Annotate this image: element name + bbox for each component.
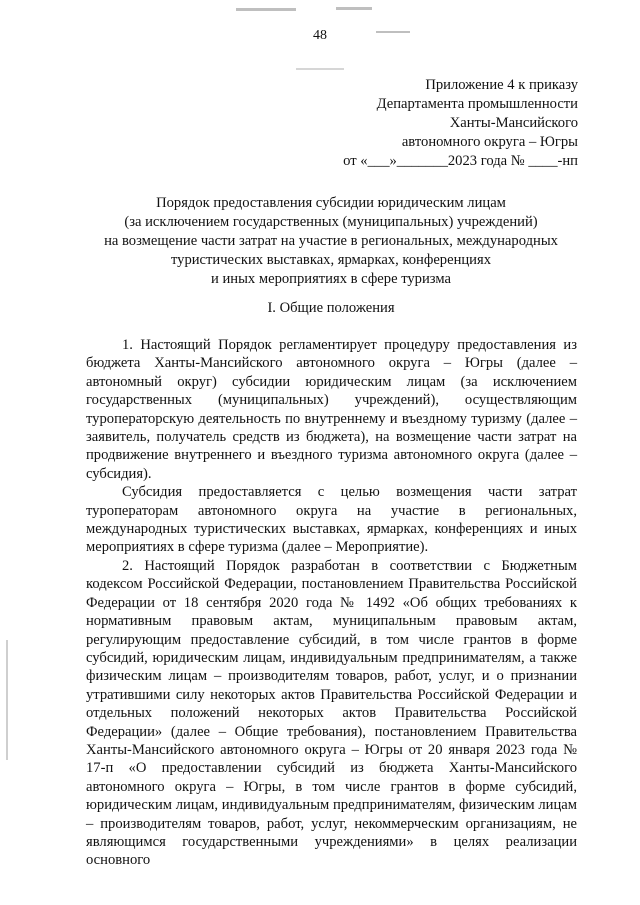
appendix-line: от «___»_______2023 года № ____-нп bbox=[343, 153, 578, 169]
paragraph: 2. Настоящий Порядок разработан в соответствии с Бюджетным кодексом Российской Федерации, постановлением Правительства Российской Федерации от 18 сентября 2020 года № 1492 «Об общих требованиях к нормативным правовым актам, муниципальным правовым актам, регулирующим предоставление субсидий, в том числе грантов в форме субсидий, юридическим лицам, индивидуальным предпринимателям, а также физическим лицам – производителям товаров, работ, услуг, и о признании утратившими силу некоторых актов Правительства Российской Федерации и отдельных положений некоторых актов Правительства Российской Федерации» (далее – Общие требования), постановлением Правительства Ханты-Мансийского автономного округа – Югры от 20 января 2023 года № 17-п «О предоставлении субсидий из бюджета Ханты-Мансийского автономного округа – Югры, в том числе грантов в форме субсидий, юридическим лицам, индивидуальным предпринимателям, физическим лицам – производителям товаров, работ, услуг, некоммерческим организациям, не являющимся государственными учреждениями» в целях реализации основного bbox=[86, 557, 577, 869]
title-line: и иных мероприятиях в сфере туризма bbox=[211, 271, 451, 287]
document-body bbox=[86, 336, 577, 870]
scan-artifact bbox=[336, 7, 372, 10]
paragraph: Субсидия предоставляется с целью возмещения части затрат туроператорам автономного округа на участие в региональных, международных туристических выставках, ярмарках, конференциях и иных мероприятиях в сфере туризма (далее – Мероприятие). bbox=[86, 484, 577, 556]
scan-artifact bbox=[296, 68, 344, 70]
scan-artifact bbox=[236, 8, 296, 11]
title-line: (за исключением государственных (муниципальных) учреждений) bbox=[124, 214, 538, 230]
appendix-line: автономного округа – Югры bbox=[401, 134, 578, 150]
page-number: 48 bbox=[313, 28, 327, 43]
appendix-block bbox=[218, 76, 578, 171]
appendix-line: Ханты-Мансийского bbox=[449, 115, 578, 131]
paragraph: 1. Настоящий Порядок регламентирует процедуру предоставления из бюджета Ханты-Мансийского автономного округа – Югры (далее – автономный округ) субсидии юридическим лицам (за исключением государственных (муниципальных) учреждений), осуществляющим туроператорскую деятельность по внутреннему и въездному туризму (далее – заявитель, получатель средств из бюджета), на возмещение части затрат на продвижение внутреннего и въездного туризма автономного округа (далее – субсидия). bbox=[86, 337, 577, 482]
appendix-line: Приложение 4 к приказу bbox=[425, 77, 578, 93]
scan-edge-shadow bbox=[6, 640, 8, 760]
document-title bbox=[86, 194, 576, 289]
appendix-line: Департамента промышленности bbox=[376, 96, 578, 112]
title-line: Порядок предоставления субсидии юридическим лицам bbox=[156, 195, 506, 211]
title-line: на возмещение части затрат на участие в региональных, международных bbox=[104, 233, 558, 249]
section-heading: I. Общие положения bbox=[267, 300, 395, 316]
title-line: туристических выставках, ярмарках, конференциях bbox=[170, 252, 492, 268]
